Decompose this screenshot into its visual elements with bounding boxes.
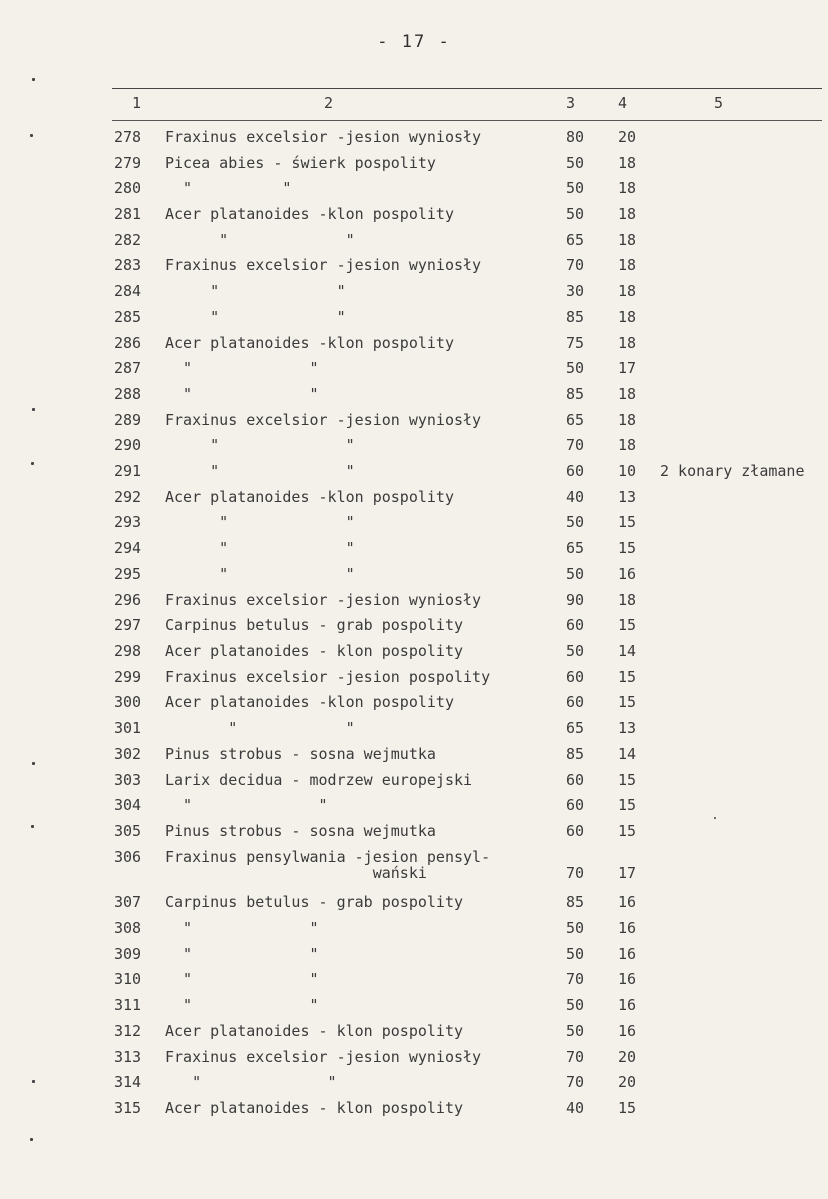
col-3-value: 50 <box>566 179 585 197</box>
table-row <box>0 796 828 818</box>
species-name: Acer platanoides - klon pospolity <box>165 642 464 660</box>
table-row <box>0 1048 828 1070</box>
col-4-value: 20 <box>618 128 637 146</box>
header-col-3: 3 <box>566 94 576 112</box>
table-row <box>0 359 828 381</box>
margin-mark <box>30 1138 33 1141</box>
row-number: 311 <box>114 996 142 1014</box>
col-3-value: 50 <box>566 642 585 660</box>
species-name: " " <box>165 385 319 403</box>
table-row <box>0 462 828 484</box>
species-name: Carpinus betulus - grab pospolity <box>165 616 464 634</box>
row-number: 313 <box>114 1048 142 1066</box>
row-number: 285 <box>114 308 142 326</box>
table-row <box>0 1022 828 1044</box>
row-number: 286 <box>114 334 142 352</box>
table-row <box>0 693 828 715</box>
col-4-value: 13 <box>618 719 637 737</box>
row-number: 307 <box>114 893 142 911</box>
row-number: 306 <box>114 848 142 866</box>
table-row <box>0 771 828 793</box>
col-4-value: 16 <box>618 919 637 937</box>
header-col-5: 5 <box>714 94 724 112</box>
col-4-value: 13 <box>618 488 637 506</box>
row-number: 290 <box>114 436 142 454</box>
species-name: " " <box>165 231 355 249</box>
table-row <box>0 179 828 201</box>
table-row <box>0 822 828 844</box>
margin-mark <box>714 817 716 819</box>
col-4-value: 20 <box>618 1073 637 1091</box>
species-name: " " <box>165 565 355 583</box>
col-4-value: 16 <box>618 970 637 988</box>
species-name: Fraxinus excelsior -jesion wyniosły <box>165 256 482 274</box>
col-3-value: 75 <box>566 334 585 352</box>
row-number: 287 <box>114 359 142 377</box>
row-number: 305 <box>114 822 142 840</box>
col-3-value: 50 <box>566 154 585 172</box>
col-3-value: 50 <box>566 513 585 531</box>
header-bottom-rule <box>112 120 822 121</box>
species-name: Acer platanoides - klon pospolity <box>165 1022 464 1040</box>
col-4-value: 18 <box>618 308 637 326</box>
col-4-value: 15 <box>618 539 637 557</box>
row-number: 281 <box>114 205 142 223</box>
table-row <box>0 919 828 941</box>
col-4-value: 16 <box>618 996 637 1014</box>
col-3-value: 60 <box>566 616 585 634</box>
row-number: 284 <box>114 282 142 300</box>
header-col-2: 2 <box>324 94 334 112</box>
row-number: 303 <box>114 771 142 789</box>
col-3-value: 40 <box>566 1099 585 1117</box>
col-4-value: 18 <box>618 256 637 274</box>
col-3-value: 50 <box>566 945 585 963</box>
row-number: 279 <box>114 154 142 172</box>
margin-mark <box>32 762 35 765</box>
species-name: Fraxinus excelsior -jesion wyniosły <box>165 128 482 146</box>
row-number: 283 <box>114 256 142 274</box>
row-number: 296 <box>114 591 142 609</box>
col-4-value: 18 <box>618 179 637 197</box>
table-row <box>0 256 828 278</box>
species-name: " " <box>165 308 346 326</box>
col-4-value: 16 <box>618 893 637 911</box>
col-4-value: 18 <box>618 205 637 223</box>
species-name: " " <box>165 282 346 300</box>
col-4-value: 16 <box>618 565 637 583</box>
col-3-value: 50 <box>566 565 585 583</box>
row-number: 298 <box>114 642 142 660</box>
table-row <box>0 411 828 433</box>
col-4-value: 16 <box>618 1022 637 1040</box>
species-name: " " <box>165 462 355 480</box>
col-4-value: 18 <box>618 282 637 300</box>
species-name: Fraxinus excelsior -jesion wyniosły <box>165 591 482 609</box>
table-row <box>0 970 828 992</box>
species-name: Pinus strobus - sosna wejmutka <box>165 822 436 840</box>
row-number: 308 <box>114 919 142 937</box>
col-4-value: 15 <box>618 1099 637 1117</box>
species-name: " " <box>165 1073 337 1091</box>
species-name: " " <box>165 796 328 814</box>
row-number: 289 <box>114 411 142 429</box>
row-number: 292 <box>114 488 142 506</box>
col-3-value: 50 <box>566 359 585 377</box>
table-row <box>0 1073 828 1095</box>
col-3-value: 60 <box>566 693 585 711</box>
table-row <box>0 996 828 1018</box>
col-3-value: 65 <box>566 539 585 557</box>
margin-mark <box>31 825 34 828</box>
margin-mark <box>31 462 34 465</box>
col-4-value: 18 <box>618 385 637 403</box>
col-3-value: 50 <box>566 205 585 223</box>
col-3-value: 70 <box>566 436 585 454</box>
species-name: Acer platanoides - klon pospolity <box>165 1099 464 1117</box>
species-name: " " <box>165 945 319 963</box>
row-number: 299 <box>114 668 142 686</box>
table-row <box>0 128 828 150</box>
table-row <box>0 436 828 458</box>
col-3-value: 70 <box>566 970 585 988</box>
col-3-value: 85 <box>566 745 585 763</box>
species-name: Acer platanoides -klon pospolity <box>165 205 454 223</box>
species-name: " " <box>165 996 319 1014</box>
col-4-value: 18 <box>618 591 637 609</box>
species-name: Carpinus betulus - grab pospolity <box>165 893 464 911</box>
col-3-value: 65 <box>566 719 585 737</box>
col-3-value: 80 <box>566 128 585 146</box>
col-3-value: 85 <box>566 893 585 911</box>
col-3-value: 50 <box>566 919 585 937</box>
table-row <box>0 893 828 915</box>
row-number: 294 <box>114 539 142 557</box>
col-3-value: 70 <box>566 864 585 882</box>
col-4-value: 18 <box>618 231 637 249</box>
row-number: 310 <box>114 970 142 988</box>
row-number: 293 <box>114 513 142 531</box>
table-row <box>0 513 828 535</box>
table-row <box>0 945 828 967</box>
col-3-value: 40 <box>566 488 585 506</box>
col-4-value: 15 <box>618 693 637 711</box>
species-name: " " <box>165 513 355 531</box>
species-name: Fraxinus pensylwania -jesion pensyl- <box>165 848 491 866</box>
col-3-value: 70 <box>566 256 585 274</box>
table-row <box>0 565 828 587</box>
table-row <box>0 539 828 561</box>
col-3-value: 60 <box>566 668 585 686</box>
row-number: 315 <box>114 1099 142 1117</box>
row-number: 302 <box>114 745 142 763</box>
col-3-value: 50 <box>566 1022 585 1040</box>
col-4-value: 15 <box>618 822 637 840</box>
species-name: Pinus strobus - sosna wejmutka <box>165 745 436 763</box>
col-3-value: 85 <box>566 308 585 326</box>
col-3-value: 70 <box>566 1073 585 1091</box>
row-number: 309 <box>114 945 142 963</box>
species-name: " " <box>165 359 319 377</box>
col-4-value: 20 <box>618 1048 637 1066</box>
table-row <box>0 282 828 304</box>
table-row <box>0 154 828 176</box>
col-3-value: 60 <box>566 796 585 814</box>
col-3-value: 50 <box>566 996 585 1014</box>
table-row <box>0 1099 828 1121</box>
table-row <box>0 308 828 330</box>
col-3-value: 30 <box>566 282 585 300</box>
table-row <box>0 385 828 407</box>
row-number: 297 <box>114 616 142 634</box>
row-number: 301 <box>114 719 142 737</box>
margin-mark <box>32 78 35 81</box>
row-number: 295 <box>114 565 142 583</box>
row-number: 304 <box>114 796 142 814</box>
col-3-value: 85 <box>566 385 585 403</box>
col-3-value: 90 <box>566 591 585 609</box>
col-4-value: 17 <box>618 864 637 882</box>
col-4-value: 14 <box>618 642 637 660</box>
col-3-value: 60 <box>566 462 585 480</box>
col-4-value: 15 <box>618 513 637 531</box>
species-name: Acer platanoides -klon pospolity <box>165 488 454 506</box>
col-4-value: 18 <box>618 411 637 429</box>
row-number: 288 <box>114 385 142 403</box>
table-row <box>0 334 828 356</box>
header-top-rule <box>112 88 822 89</box>
species-name: Fraxinus excelsior -jesion wyniosły <box>165 1048 482 1066</box>
table-row <box>0 848 828 882</box>
col-4-value: 14 <box>618 745 637 763</box>
species-name: " " <box>165 179 292 197</box>
species-name: Acer platanoides -klon pospolity <box>165 693 454 711</box>
species-name: " " <box>165 719 355 737</box>
table-row <box>0 719 828 741</box>
col-4-value: 15 <box>618 771 637 789</box>
col-3-value: 60 <box>566 771 585 789</box>
row-number: 278 <box>114 128 142 146</box>
table-row <box>0 745 828 767</box>
col-4-value: 15 <box>618 616 637 634</box>
species-name: Fraxinus excelsior -jesion wyniosły <box>165 411 482 429</box>
page-number: - 17 - <box>377 32 451 52</box>
col-4-value: 10 <box>618 462 637 480</box>
table-row <box>0 205 828 227</box>
col-3-value: 65 <box>566 411 585 429</box>
col-4-value: 17 <box>618 359 637 377</box>
col-4-value: 16 <box>618 945 637 963</box>
row-number: 300 <box>114 693 142 711</box>
species-name: Picea abies - świerk pospolity <box>165 154 436 172</box>
species-name: " " <box>165 436 355 454</box>
col-4-value: 18 <box>618 154 637 172</box>
row-number: 291 <box>114 462 142 480</box>
margin-mark <box>32 1080 35 1083</box>
col-4-value: 18 <box>618 334 637 352</box>
col-4-value: 18 <box>618 436 637 454</box>
col-3-value: 70 <box>566 1048 585 1066</box>
species-name: Larix decidua - modrzew europejski <box>165 771 473 789</box>
species-name: " " <box>165 539 355 557</box>
remarks-note: 2 konary złamane <box>660 462 805 480</box>
margin-mark <box>30 134 33 137</box>
header-col-4: 4 <box>618 94 628 112</box>
table-row <box>0 616 828 638</box>
table-row <box>0 668 828 690</box>
table-row <box>0 231 828 253</box>
margin-mark <box>32 408 35 411</box>
species-name: Acer platanoides -klon pospolity <box>165 334 454 352</box>
col-3-value: 60 <box>566 822 585 840</box>
col-4-value: 15 <box>618 668 637 686</box>
table-row <box>0 591 828 613</box>
species-name: " " <box>165 970 319 988</box>
row-number: 280 <box>114 179 142 197</box>
col-3-value: 65 <box>566 231 585 249</box>
header-col-1: 1 <box>132 94 142 112</box>
col-4-value: 15 <box>618 796 637 814</box>
row-number: 314 <box>114 1073 142 1091</box>
species-name: Fraxinus excelsior -jesion pospolity <box>165 668 491 686</box>
row-number: 282 <box>114 231 142 249</box>
species-name-continuation: wański <box>165 864 427 882</box>
table-row <box>0 642 828 664</box>
row-number: 312 <box>114 1022 142 1040</box>
table-row <box>0 488 828 510</box>
species-name: " " <box>165 919 319 937</box>
